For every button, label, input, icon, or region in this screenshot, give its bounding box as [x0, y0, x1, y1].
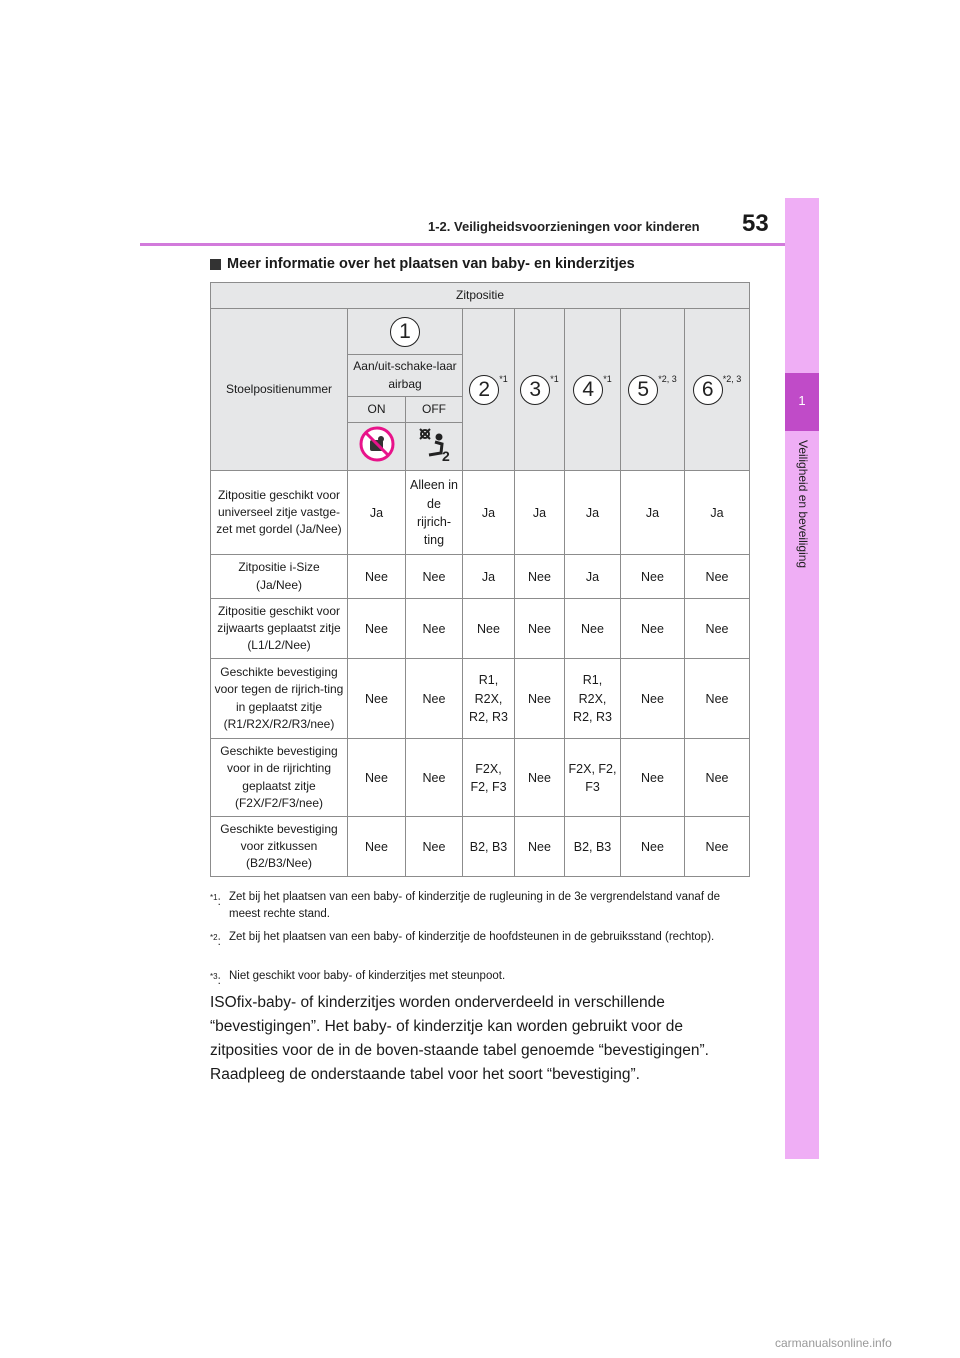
cell-p3: Nee: [515, 817, 565, 877]
footnote-text: Zet bij het plaatsen van een baby- of kinderzitje de rugleuning in de 3e vergrendelstand vanaf de meest rechte stand.: [229, 891, 720, 920]
cell-off: Nee: [406, 599, 463, 659]
position-3-header: [515, 309, 565, 471]
page-number: 53: [742, 210, 769, 237]
seating-table: [210, 282, 750, 877]
footnote: [210, 889, 750, 923]
side-tab-number: 1: [798, 393, 806, 408]
cell-p2: B2, B3: [463, 817, 515, 877]
footnote-mark: $^{*3}$:: [210, 972, 221, 987]
cell-p5: Ja: [621, 471, 685, 555]
row-label: Zitpositie geschikt voor zijwaarts geplaatst zitje (L1/L2/Nee): [211, 599, 348, 659]
cell-on: Nee: [348, 817, 406, 877]
cell-on: Nee: [348, 599, 406, 659]
off-label: OFF: [406, 397, 463, 423]
section-title: 1-2. Veiligheidsvoorzieningen voor kinderen: [428, 219, 700, 234]
cell-p6: Nee: [685, 659, 750, 739]
cell-on: [348, 471, 406, 555]
cell-p5: Nee: [621, 659, 685, 739]
seat-number-badge: 6: [693, 375, 723, 405]
square-bullet-icon: [210, 259, 221, 270]
cell-off: Nee: [406, 555, 463, 599]
seat-number-badge: 5: [628, 375, 658, 405]
position-6-header: [685, 309, 750, 471]
cell-p4: F2X, F2, F3: [565, 739, 621, 817]
cell-p2: F2X, F2, F3: [463, 739, 515, 817]
row-label: Geschikte bevestiging voor in de rijrichting geplaatst zitje (F2X/F2/F3/nee): [211, 739, 348, 817]
footnote-text: Zet bij het plaatsen van een baby- of kinderzitje de hoofdsteunen in de gebruiksstand (rechtop).: [229, 931, 715, 943]
airbag-on-cell: [348, 423, 406, 471]
cell-p6: Nee: [685, 739, 750, 817]
zitpositie-header: Zitpositie: [211, 283, 750, 309]
cell-p2: Ja: [463, 555, 515, 599]
footnote-text: Niet geschikt voor baby- of kinderzitjes met steunpoot.: [229, 970, 506, 982]
cell-p5: Nee: [621, 739, 685, 817]
footnote-ref: *1: [603, 373, 612, 384]
cell-p6: Ja: [685, 471, 750, 555]
airbag-off-cell: [406, 423, 463, 471]
svg-text:2: 2: [442, 448, 450, 463]
cell-p3: Nee: [515, 659, 565, 739]
no-rear-facing-seat-icon: [358, 425, 396, 463]
cell-p4: Ja: [565, 471, 621, 555]
seat-number-badge: 4: [573, 375, 603, 405]
cell-p3: Nee: [515, 555, 565, 599]
cell-p2: R1, R2X, R2, R3: [463, 659, 515, 739]
cell-p2: Ja: [463, 471, 515, 555]
cell-on-value: Ja: [369, 505, 384, 520]
cell-p4: B2, B3: [565, 817, 621, 877]
footnote-ref: *2, 3: [658, 373, 677, 384]
cell-on: Nee: [348, 555, 406, 599]
stoelpositienummer-header: Stoelpositienummer: [211, 309, 348, 471]
header-divider: [140, 243, 785, 246]
seat-number-badge: 2: [469, 375, 499, 405]
footnote: [210, 968, 750, 985]
cell-on: Nee: [348, 739, 406, 817]
airbag-switch-label: Aan/uit-schake-laar airbag: [348, 355, 463, 397]
cell-p6: Nee: [685, 599, 750, 659]
footnote: [210, 929, 750, 946]
position-1-header: [348, 309, 463, 355]
cell-p3: Nee: [515, 739, 565, 817]
row-label: Zitpositie i-Size (Ja/Nee): [211, 555, 348, 599]
cell-p5: Nee: [621, 555, 685, 599]
cell-p4: Ja: [565, 555, 621, 599]
on-label: ON: [348, 397, 406, 423]
footnote-mark: $^{*2}$:: [210, 933, 221, 948]
row-label: Geschikte bevestiging voor zitkussen (B2/B3/Nee): [211, 817, 348, 877]
cell-on: Nee: [348, 659, 406, 739]
cell-p2: Nee: [463, 599, 515, 659]
heading-text: Meer informatie over het plaatsen van baby- en kinderzitjes: [227, 256, 635, 272]
watermark-logo: carmanualsonline.info: [775, 1336, 892, 1350]
side-tab-bar: [785, 198, 819, 1159]
position-2-header: [463, 309, 515, 471]
cell-p6: Nee: [685, 555, 750, 599]
footnote-mark: $^{*1}$:: [210, 893, 221, 908]
footnote-ref: *1: [550, 373, 559, 384]
position-4-header: [565, 309, 621, 471]
cell-p5: Nee: [621, 599, 685, 659]
footnote-ref: *1: [499, 373, 508, 384]
position-5-header: [621, 309, 685, 471]
seat-number-badge: 3: [520, 375, 550, 405]
cell-off: Nee: [406, 659, 463, 739]
cell-p3: Nee: [515, 599, 565, 659]
body-paragraph: ISOfix-baby- of kinderzitjes worden onderverdeeld in verschillende “bevestigingen”. Het baby- of kinderzitje kan worden gebruikt voor de zitposities voor de in de boven-staande tabel genoemde “bevestigingen”. Raadpleeg de onderstaande tabel voor het soort “bevestiging”.: [210, 994, 709, 1083]
cell-off: Nee: [406, 739, 463, 817]
cell-p4: R1, R2X, R2, R3: [565, 659, 621, 739]
cell-off-value: Alleen in de rijrich-ting: [410, 478, 458, 547]
cell-p5: Nee: [621, 817, 685, 877]
row-label: Geschikte bevestiging voor tegen de rijrich-ting in geplaatst zitje (R1/R2X/R2/R3/nee): [211, 659, 348, 739]
heading: [210, 256, 635, 272]
row-label: Zitpositie geschikt voor universeel zitje vastge-zet met gordel (Ja/Nee): [211, 471, 348, 555]
footnote-ref: *2, 3: [722, 373, 742, 384]
cell-off: [406, 471, 463, 555]
cell-p4: Nee: [565, 599, 621, 659]
cell-off: Nee: [406, 817, 463, 877]
seat-number-badge: 1: [390, 317, 420, 347]
cell-p3: Ja: [515, 471, 565, 555]
cell-p6: Nee: [685, 817, 750, 877]
airbag-off-icon: [415, 425, 453, 463]
side-tab-label: Veiligheid en beveiliging: [796, 440, 810, 569]
